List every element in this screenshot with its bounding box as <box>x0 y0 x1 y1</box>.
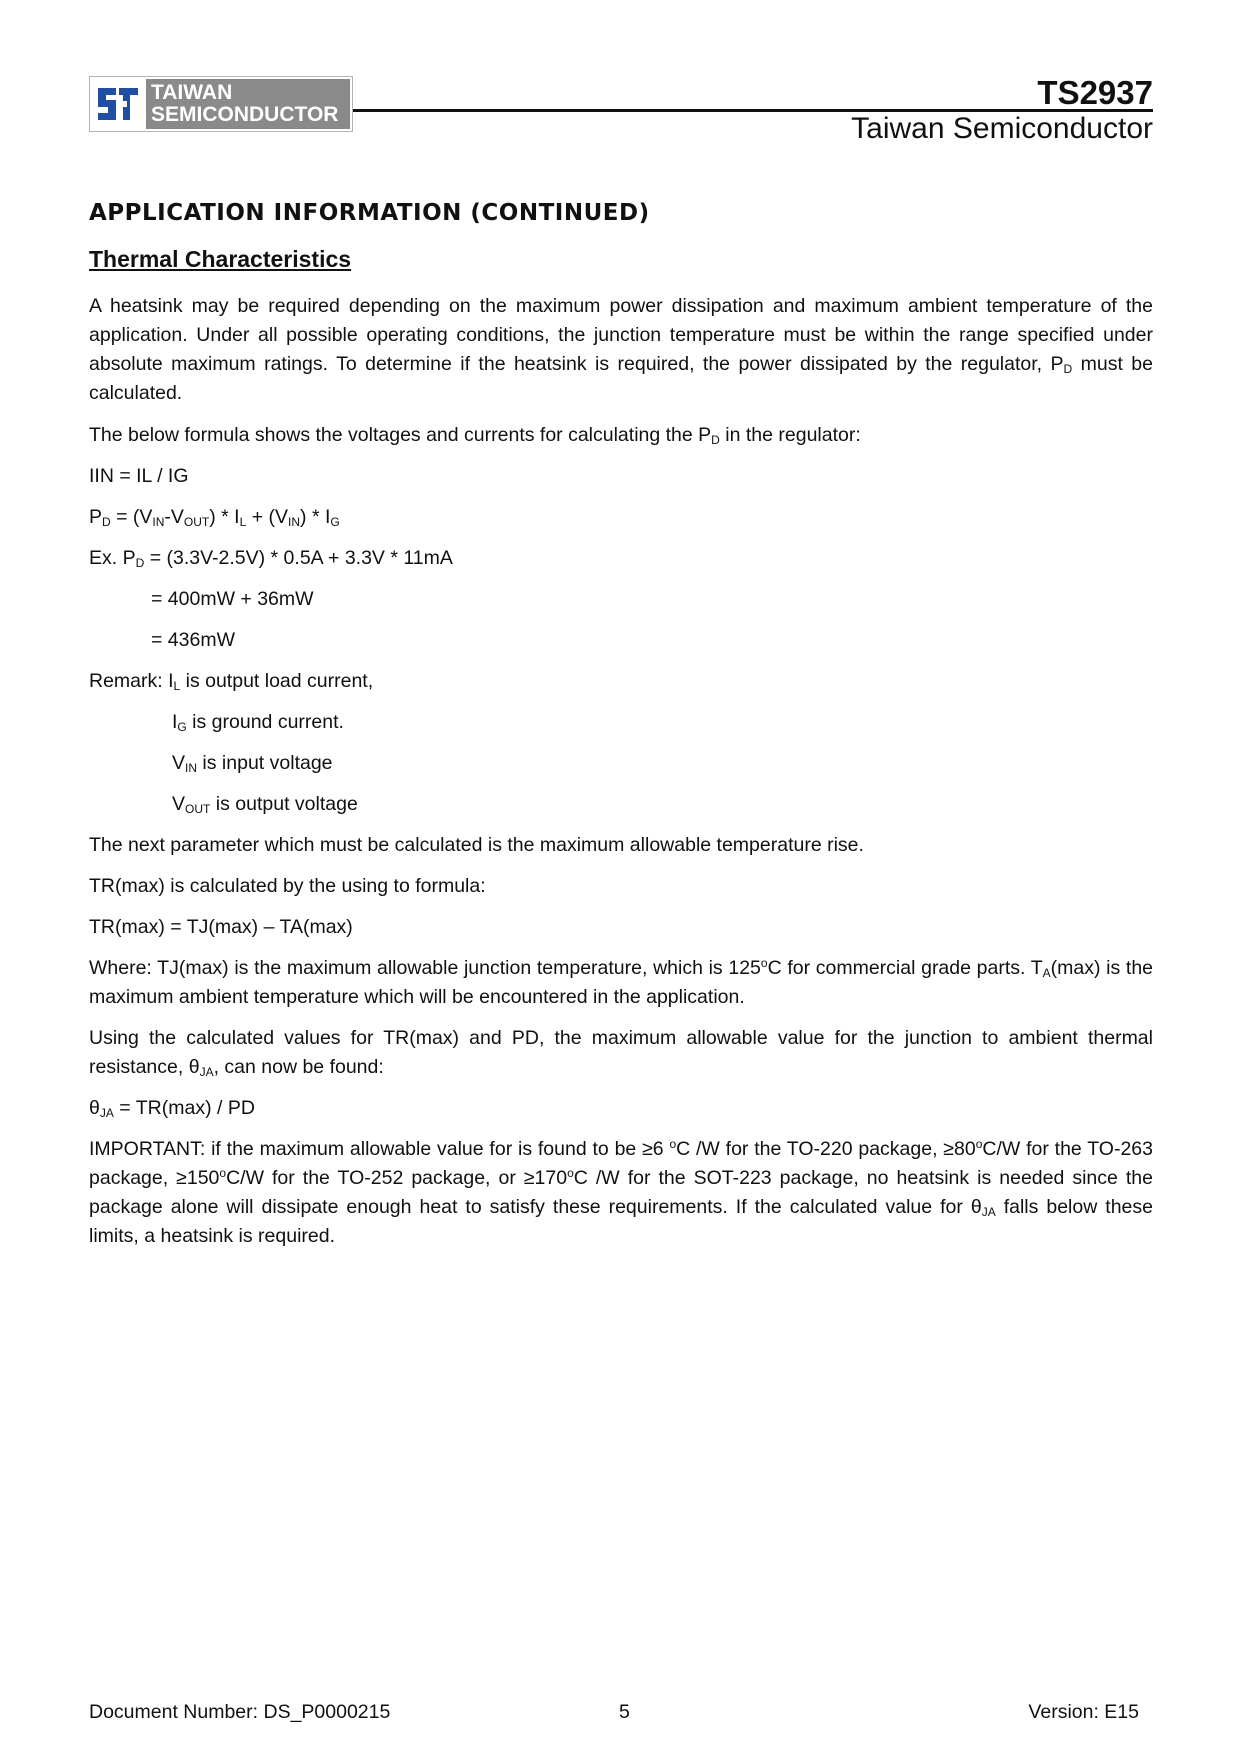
company-logo <box>89 76 353 132</box>
section-title: APPLICATION INFORMATION (CONTINUED) <box>89 200 650 226</box>
page-number: 5 <box>619 1701 630 1723</box>
formula-theta: $\theta_{JA} = TR(\max)$ / PD <box>89 1097 255 1120</box>
company-name: Taiwan Semiconductor <box>851 112 1153 145</box>
page-content <box>89 200 1153 1251</box>
part-number: TS2937 <box>1037 74 1153 111</box>
document-number: Document Number: DS_P0000215 <box>89 1701 391 1723</box>
remark-vin: $V_{IN}$ is input voltage <box>172 752 333 775</box>
formula-tr: TR(max) = TJ(max) – TA(max) <box>89 916 353 938</box>
formula-example-line-2: = 400mW + 36mW <box>151 588 314 610</box>
logo-wordmark <box>146 79 350 129</box>
paragraph-using-values: Using the calculated values for TR(max) and PD, the maximum allowable value for the junction to ambient thermal resistance, $\theta_{JA}$, can now be found: <box>89 1027 1153 1079</box>
remark-ig: $I_G$ is ground current. <box>172 711 344 734</box>
paragraph-where: Where: TJ(max) is the maximum allowable junction temperature, which is 125$^o$C for commercial grade parts. $T_A(\max)$ is the maximum ambient temperature which will be encountered in the application. <box>89 956 1154 1008</box>
ts-logo-icon <box>92 79 144 129</box>
page-header <box>89 76 1153 148</box>
logo-line-2: SEMICONDUCTOR <box>151 103 339 126</box>
formula-example-line-3: = 436mW <box>151 629 235 651</box>
paragraph-heatsink: A heatsink may be required depending on the maximum power dissipation and maximum ambient temperature of the application. Under all possible operating conditions, the junction temperature must be within the range specified under absolute maximum ratings. To determine if the heatsink is required, the power dissipated by the regulator, $P_D$ must be calculated. <box>89 295 1153 404</box>
logo-line-1: TAIWAN <box>151 81 233 104</box>
version: Version: E15 <box>1028 1701 1139 1723</box>
paragraph-formula-intro: The below formula shows the voltages and currents for calculating the $P_D$ in the regulator: <box>89 424 861 447</box>
formula-example: Ex. $P_D = (3.3V-2.5V) * 0.5A + 3.3V * 11mA$ <box>89 547 453 570</box>
formula-pd: $P_D = (V_{IN}-V_{OUT}) * I_L + (V_{IN}) * I_G$ <box>89 506 340 529</box>
remark-il: Remark: $I_L$ is output load current, <box>89 670 374 693</box>
paragraph-important: IMPORTANT: if the maximum allowable value for is found to be ≥6 $^o$C /W for the TO-220 package, $\ge 80^oC/W$ for the TO-263 package, $\ge 150^oC/W$ for the TO-252 package, or $\ge 170^oC$ /W for the SOT-223 package, no heatsink is needed since the package alone will dissipate enough heat to satisfy these requirements. If the calculated value for $\theta_{JA}$ falls below these limits, a heatsink is required. <box>89 1137 1153 1247</box>
remark-vout: $V_{OUT}$ is output voltage <box>172 793 358 816</box>
paragraph-next-parameter: The next parameter which must be calculated is the maximum allowable temperature rise. <box>89 834 864 856</box>
paragraph-tr-calc: TR(max) is calculated by the using to formula: <box>89 875 486 897</box>
formula-iin: IIN = IL / IG <box>89 465 189 487</box>
subsection-title: Thermal Characteristics <box>89 246 352 272</box>
